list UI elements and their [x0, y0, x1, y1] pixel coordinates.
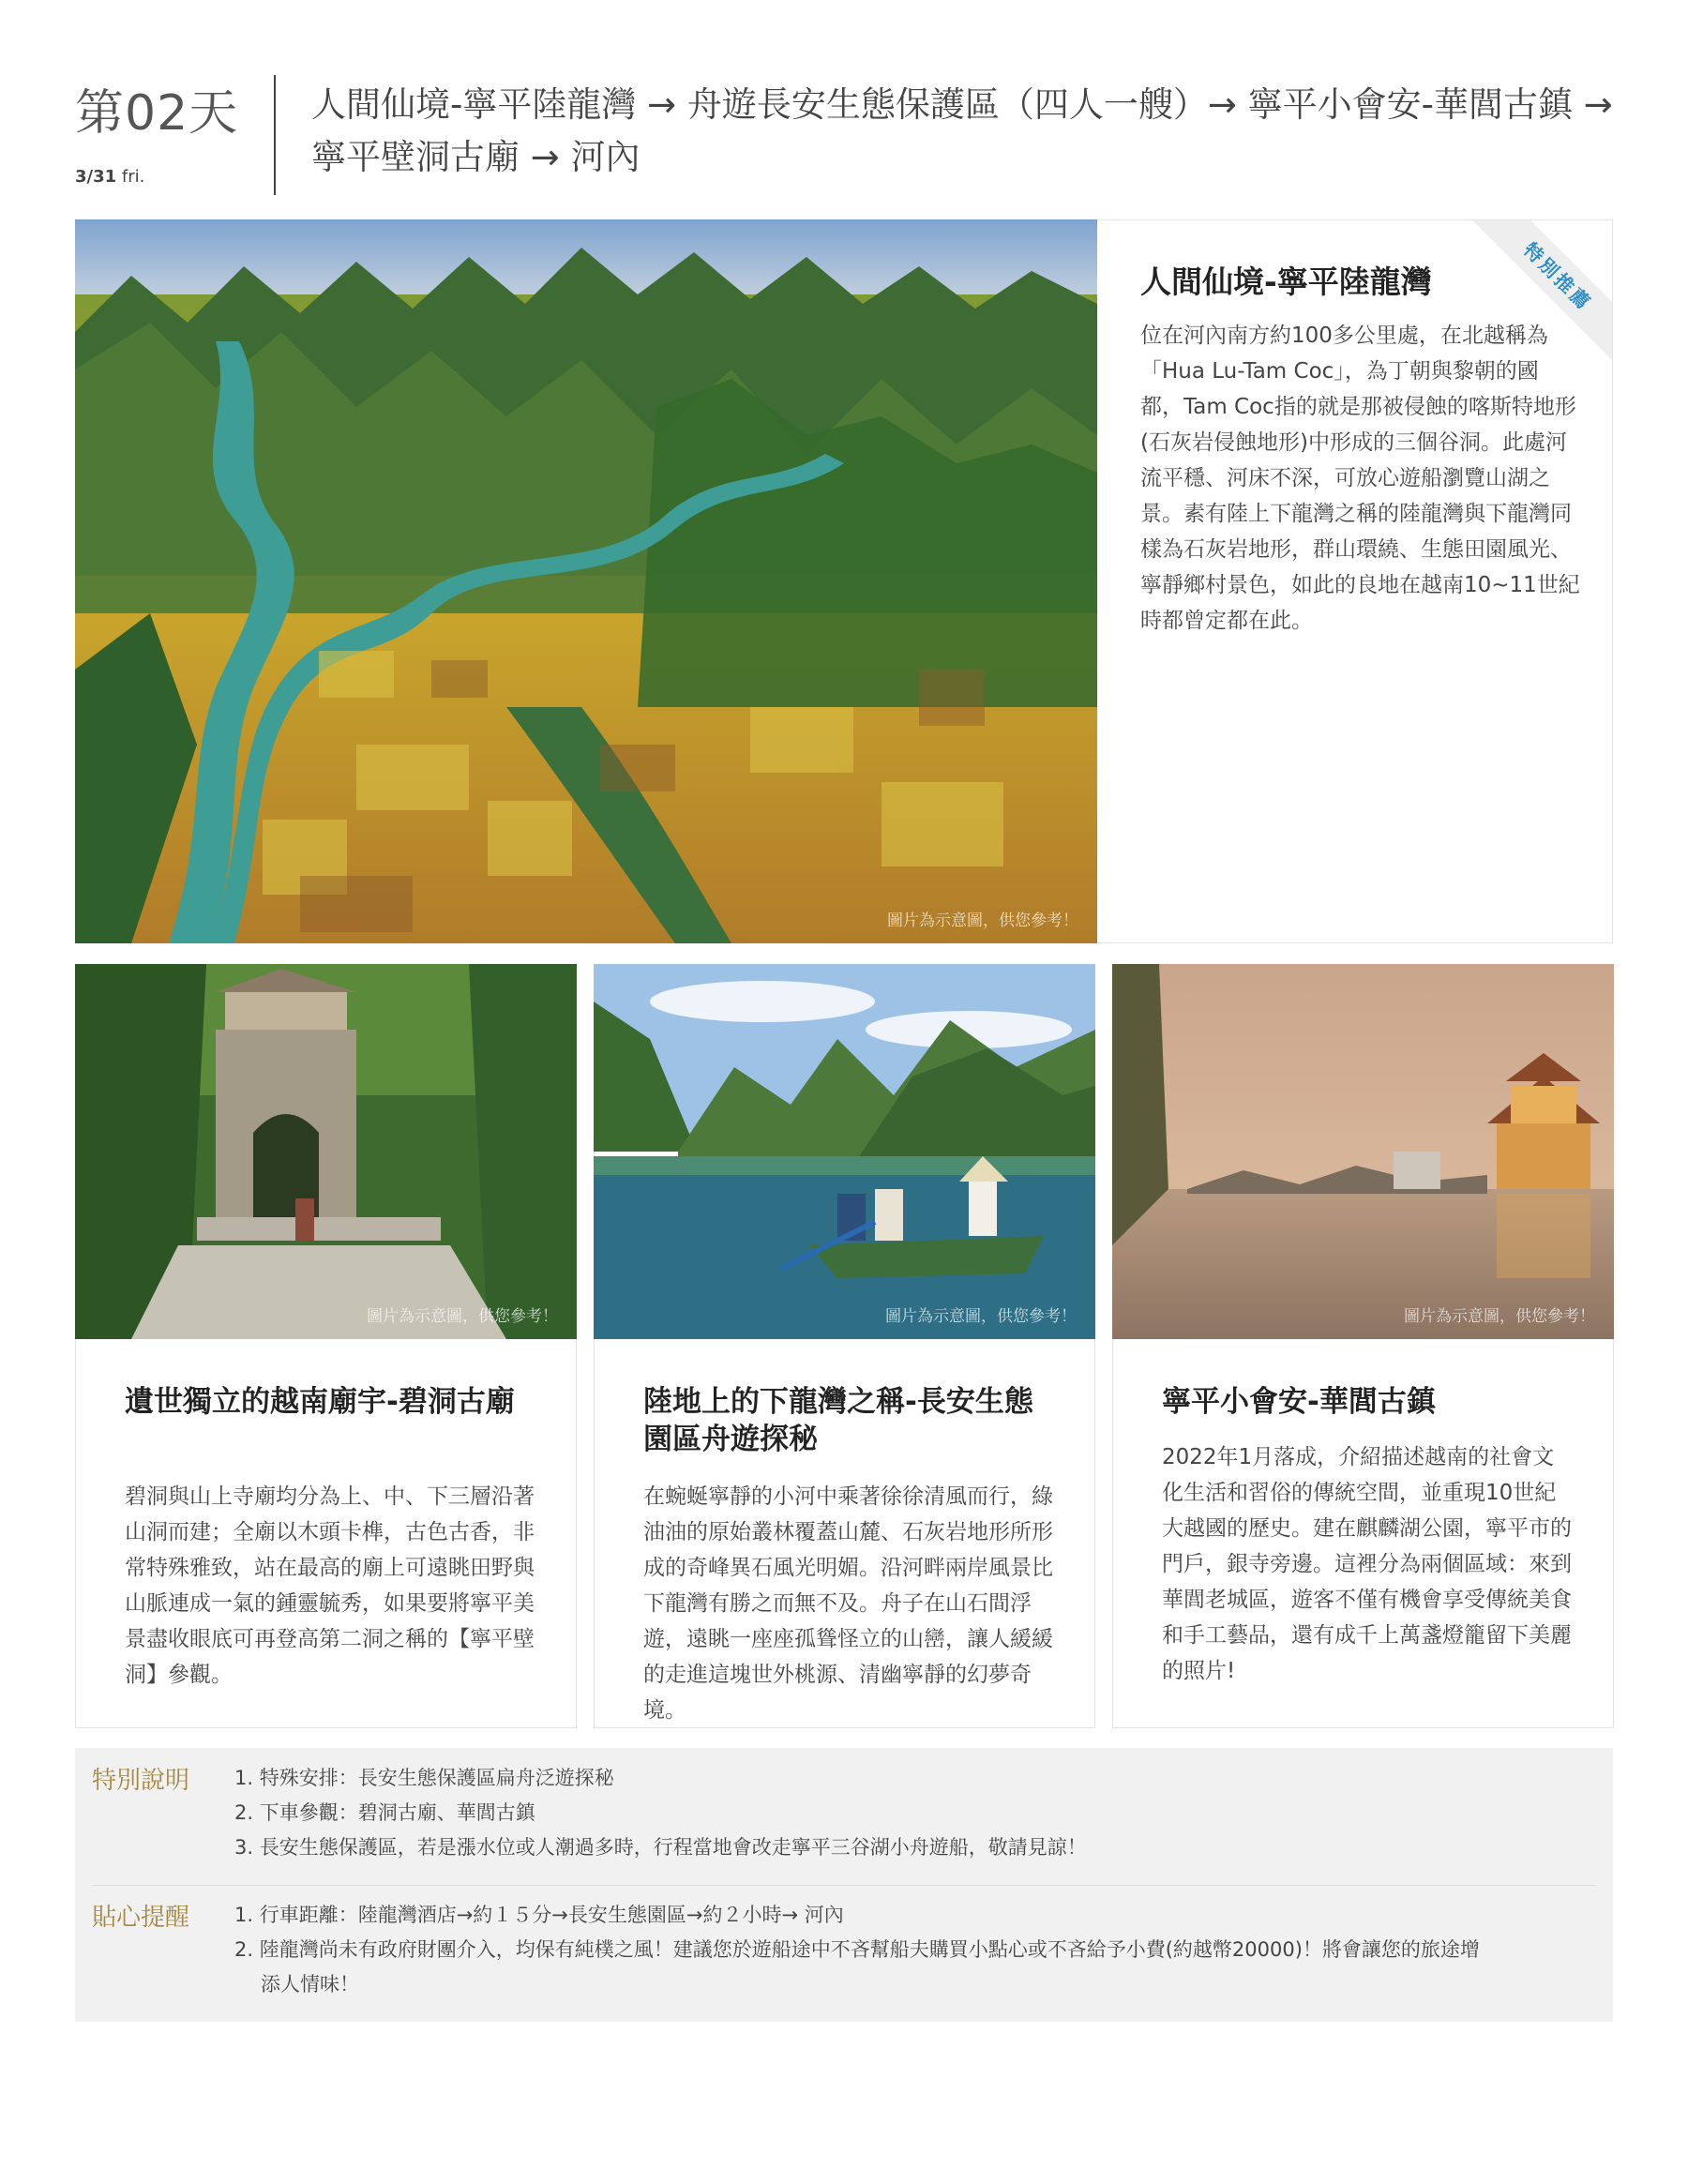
special-note-item: 1. 特殊安排：長安生態保護區扁舟泛遊探秘 [234, 1767, 614, 1789]
special-notes-label: 特別說明 [92, 1767, 190, 1795]
card2-watermark: 圖片為示意圖，供您參考！ [885, 1307, 1077, 1326]
tip-item: 1. 行車距離：陸龍灣酒店→約１５分→長安生態園區→約２小時→ 河內 [234, 1904, 844, 1926]
card2-description: 在蜿蜒寧靜的小河中乘著徐徐清風而行，綠油油的原始叢林覆蓋山麓、石灰岩地形所形成的奇峰異石風光明媚。沿河畔兩岸風景比下龍灣有勝之而無不及。舟子在山石間浮遊，遠眺一座座孤聳怪立的山巒，讓人緩緩的走進這塊世外桃源、清幽寧靜的幻夢奇境。 [643, 1484, 1053, 1723]
boat-river-photo [594, 964, 1095, 1339]
hero-info-card [1097, 219, 1613, 943]
header-divider [274, 75, 276, 195]
special-note-item: 2. 下車參觀：碧洞古廟、華閭古鎮 [234, 1801, 535, 1824]
date-label [75, 167, 144, 187]
notes-panel [75, 1748, 1613, 2022]
date-number: 3/31 [75, 167, 117, 187]
hero-photo-karst-valley [75, 219, 1097, 943]
card1-description: 碧洞與山上寺廟均分為上、中、下三層沿著山洞而建；全廟以木頭卡榫，古色古香，非常特殊雅致，站在最高的廟上可遠眺田野與山脈連成一氣的鍾靈毓秀，如果要將寧平美景盡收眼底可再登高第二洞之稱的【寧平壁洞】參觀。 [125, 1484, 535, 1687]
lantern-town-photo [1112, 964, 1614, 1339]
karst-landscape-illustration [75, 219, 1097, 943]
card2-title: 陸地上的下龍灣之稱-長安生態園區舟遊探秘 [643, 1385, 1033, 1456]
hero-description: 位在河內南方約100多公里處，在北越稱為「Hua Lu-Tam Coc」，為丁朝與黎朝的國都，Tam Coc指的就是那被侵蝕的喀斯特地形(石灰岩侵蝕地形)中形成的三個谷洞。此處河流平穩、河床不深，可放心遊船瀏覽山湖之景。素有陸上下龍灣之稱的陸龍灣與下龍灣同樣為石灰岩地形，群山環繞、生態田園風光、寧靜鄉村景色，如此的良地在越南10~11世紀時都曾定都在此。 [1140, 324, 1580, 633]
hero-title: 人間仙境-寧平陸龍灣 [1140, 264, 1432, 300]
card1-watermark: 圖片為示意圖，供您參考！ [367, 1307, 558, 1326]
temple-gate-photo [75, 964, 577, 1339]
boat-illustration [594, 964, 1095, 1339]
card3-title: 寧平小會安-華閭古鎮 [1162, 1385, 1436, 1419]
route-title: 人間仙境-寧平陸龍灣 → 舟遊長安生態保護區（四人一艘）→ 寧平小會安-華閭古鎮 → 寧平壁洞古廟 → 河內 [311, 84, 1613, 177]
attraction-card-bich-dong [75, 964, 577, 1728]
attraction-card-hoa-lu-town [1112, 964, 1614, 1728]
special-note-item: 3. 長安生態保護區，若是漲水位或人潮過多時，行程當地會改走寧平三谷湖小舟遊船，敬請見諒！ [234, 1836, 1087, 1859]
special-recommend-ribbon: 特別推薦 [1464, 219, 1613, 370]
temple-illustration [75, 964, 577, 1339]
tip-item: 2. 陸龍灣尚未有政府財團介入，均保有純樸之風！建議您於遊船途中不吝幫船夫購買小點心或不吝給予小費(約越幣20000)！將會讓您的旅途增添人情味！ [234, 1938, 1480, 1996]
notes-divider [92, 1885, 1596, 1886]
tips-label: 貼心提醒 [92, 1904, 190, 1932]
card3-description: 2022年1月落成，介紹描述越南的社會文化生活和習俗的傳統空間，並重現10世紀大越國的歷史。建在麒麟湖公園，寧平市的門戶，銀寺旁邊。這裡分為兩個區域：來到華閭老城區，遊客不僅有機會享受傳統美食和手工藝品，還有成千上萬盞燈籠留下美麗的照片! [1162, 1445, 1572, 1683]
attraction-card-trang-an [594, 964, 1095, 1728]
card3-watermark: 圖片為示意圖，供您參考！ [1404, 1307, 1595, 1326]
date-weekday: fri. [121, 167, 145, 187]
special-notes-list [234, 1761, 1454, 1865]
ancient-town-illustration [1112, 964, 1614, 1339]
hero-watermark: 圖片為示意圖，供您參考！ [887, 911, 1078, 930]
card1-title: 遺世獨立的越南廟宇-碧洞古廟 [125, 1385, 515, 1419]
day-label: 第02天 [75, 85, 239, 142]
tips-list [234, 1898, 1482, 2002]
